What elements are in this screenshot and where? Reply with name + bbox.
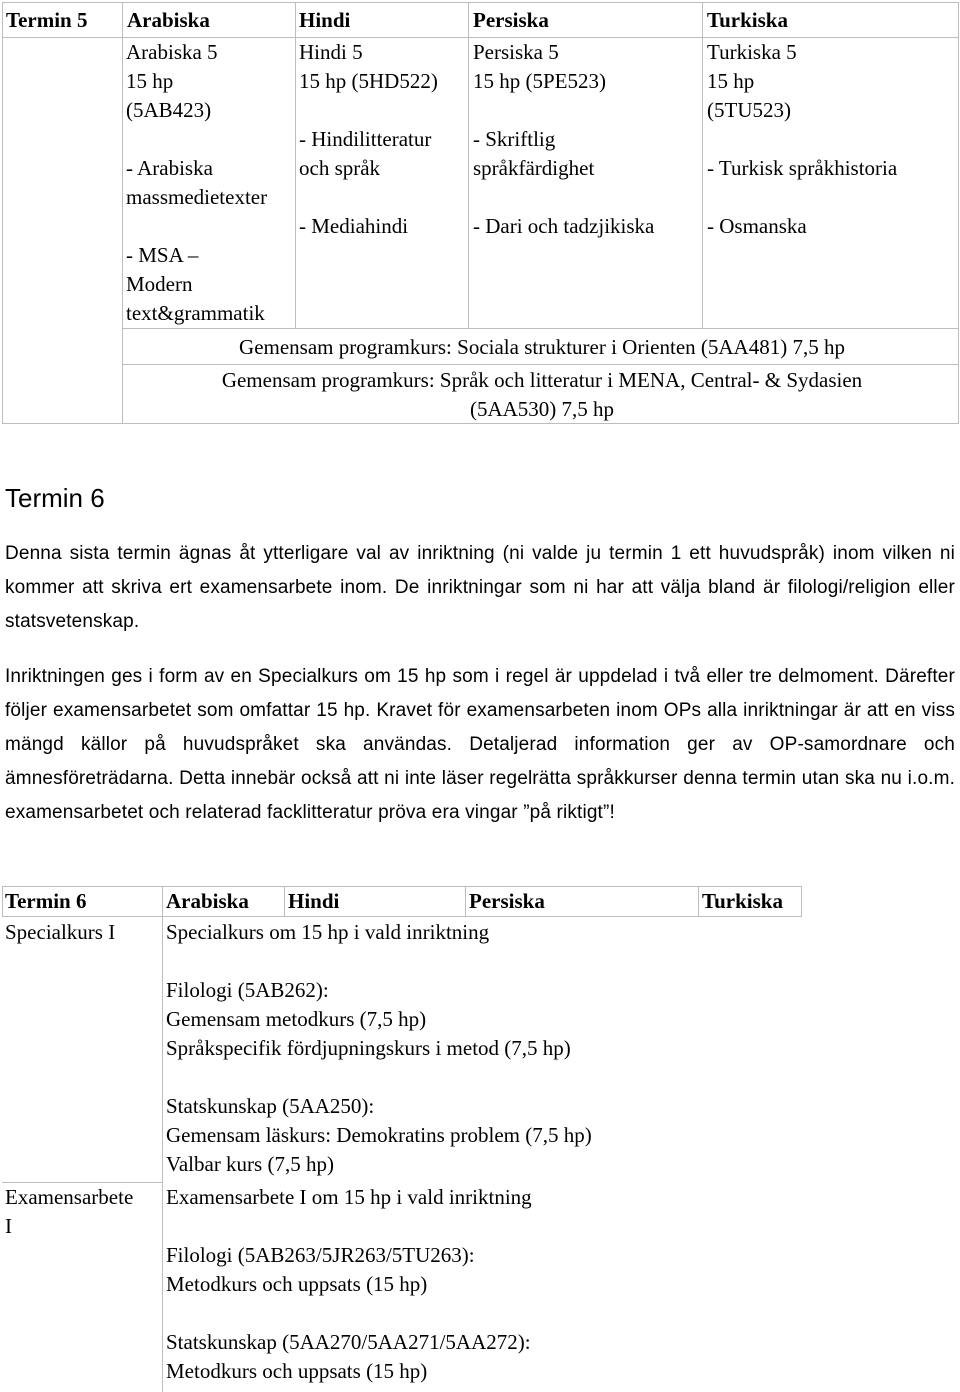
- text-line: 15 hp (5PE523): [473, 69, 606, 93]
- table-divider: [465, 886, 466, 917]
- text-line: Metodkurs och uppsats (15 hp): [166, 1272, 428, 1296]
- table-divider: [468, 2, 469, 328]
- text-line: Statskunskap (5AA270/5AA271/5AA272):: [166, 1330, 531, 1354]
- text-line: - Hindilitteratur: [299, 127, 432, 151]
- text-line: Filologi (5AB263/5JR263/5TU263):: [166, 1243, 475, 1267]
- text-line: Arabiska 5: [126, 40, 218, 64]
- table-divider: [162, 916, 163, 1392]
- text-line: - Arabiska: [126, 156, 213, 180]
- text-line: Statskunskap (5AA250):: [166, 1094, 375, 1118]
- text-line: - Mediahindi: [299, 214, 409, 238]
- text-line: - Skriftlig: [473, 127, 556, 151]
- table-divider: [122, 2, 123, 328]
- text-line: språkfärdighet: [473, 156, 595, 180]
- specialkurs-content: [166, 918, 592, 1179]
- header-turkiska: Turkiska: [707, 8, 788, 32]
- text-line: - Dari och tadzjikiska: [473, 214, 655, 238]
- t6-header-hindi: Hindi: [288, 889, 340, 913]
- text-line: 15 hp: [126, 69, 174, 93]
- t6-header-termin6: Termin 6: [5, 889, 87, 913]
- text-line: text&grammatik: [126, 301, 265, 325]
- table-divider: [284, 886, 285, 917]
- examensarbete-label: [5, 1183, 133, 1241]
- text-line: - Turkisk språkhistoria: [707, 156, 898, 180]
- text-line: - MSA –: [126, 243, 199, 267]
- table-divider: [295, 2, 296, 328]
- examensarbete-content: [166, 1183, 532, 1386]
- text-line: Specialkurs om 15 hp i vald inriktning: [166, 920, 490, 944]
- t6-header-arabiska: Arabiska: [166, 889, 249, 913]
- header-persiska: Persiska: [473, 8, 549, 32]
- text-line: (5AB423): [126, 98, 212, 122]
- t6-header-turkiska: Turkiska: [702, 889, 783, 913]
- table-divider: [122, 328, 123, 424]
- turkiska-course-cell: [707, 38, 897, 241]
- text-line: Hindi 5: [299, 40, 363, 64]
- specialkurs-label: Specialkurs I: [5, 920, 116, 944]
- hindi-course-cell: [299, 38, 438, 241]
- header-hindi: Hindi: [299, 8, 351, 32]
- header-termin5: Termin 5: [6, 8, 88, 32]
- persiska-course-cell: [473, 38, 654, 241]
- text-line: Språkspecifik fördjupningskurs i metod (7,5 hp): [166, 1036, 571, 1060]
- text-line: 15 hp (5HD522): [299, 69, 438, 93]
- table-divider: [702, 2, 703, 328]
- text-line: - Osmanska: [707, 214, 807, 238]
- table-divider: [122, 328, 959, 329]
- table-divider: [698, 886, 699, 917]
- table-divider: [2, 886, 3, 917]
- text-line: massmedietexter: [126, 185, 268, 209]
- text-line: Examensarbete I om 15 hp i vald inriktning: [166, 1185, 532, 1209]
- text-line: och språk: [299, 156, 381, 180]
- text-line: Persiska 5: [473, 40, 559, 64]
- common-course-2-line2: (5AA530) 7,5 hp: [469, 397, 615, 421]
- termin6-heading: Termin 6: [5, 483, 105, 513]
- text-line: Examensarbete: [5, 1185, 134, 1209]
- text-line: 15 hp: [707, 69, 755, 93]
- text-line: Valbar kurs (7,5 hp): [166, 1152, 334, 1176]
- paragraph-1: Denna sista termin ägnas åt ytterligare val av inriktning (ni valde ju termin 1 ett huvudspråk) inom vilken ni kommer att skriva ert examensarbete inom. De inriktningar som ni har att välja bland är filologi/religion eller statsvetenskap.: [5, 543, 955, 632]
- table-divider: [162, 886, 163, 917]
- text-line: Modern: [126, 272, 193, 296]
- t6-header-persiska: Persiska: [469, 889, 545, 913]
- arabiska-course-cell: [126, 38, 267, 328]
- common-course-1: Gemensam programkurs: Sociala strukturer i Orienten (5AA481) 7,5 hp: [239, 335, 845, 359]
- text-line: Turkiska 5: [707, 40, 797, 64]
- text-line: Filologi (5AB262):: [166, 978, 329, 1002]
- text-line: Gemensam metodkurs (7,5 hp): [166, 1007, 427, 1031]
- header-arabiska: Arabiska: [127, 8, 210, 32]
- text-line: I: [5, 1214, 12, 1238]
- common-course-2-line1: Gemensam programkurs: Språk och litteratur i MENA, Central- & Sydasien: [221, 368, 863, 392]
- table-divider: [801, 886, 802, 917]
- text-line: (5TU523): [707, 98, 791, 122]
- table-divider: [2, 886, 802, 887]
- table-divider: [122, 364, 959, 365]
- table-divider: [2, 916, 802, 917]
- paragraph-2: Inriktningen ges i form av en Specialkurs om 15 hp som i regel är uppdelad i två eller tre delmoment. Därefter följer examensarbetet som omfattar 15 hp. Kravet för examensarbeten inom OPs alla inriktningar är att en viss mängd källor på huvudspråket ska användas. Detaljerad information ger av OP-samordnare och ämnesföreträdarna. Detta innebär också att ni inte läser regelrätta språkkurser denna termin utan ska nu i.o.m. examensarbetet och relaterad facklitteratur pröva era vingar ”på riktigt”!: [5, 666, 955, 823]
- text-line: Metodkurs och uppsats (15 hp): [166, 1359, 428, 1383]
- text-line: Gemensam läskurs: Demokratins problem (7,5 hp): [166, 1123, 592, 1147]
